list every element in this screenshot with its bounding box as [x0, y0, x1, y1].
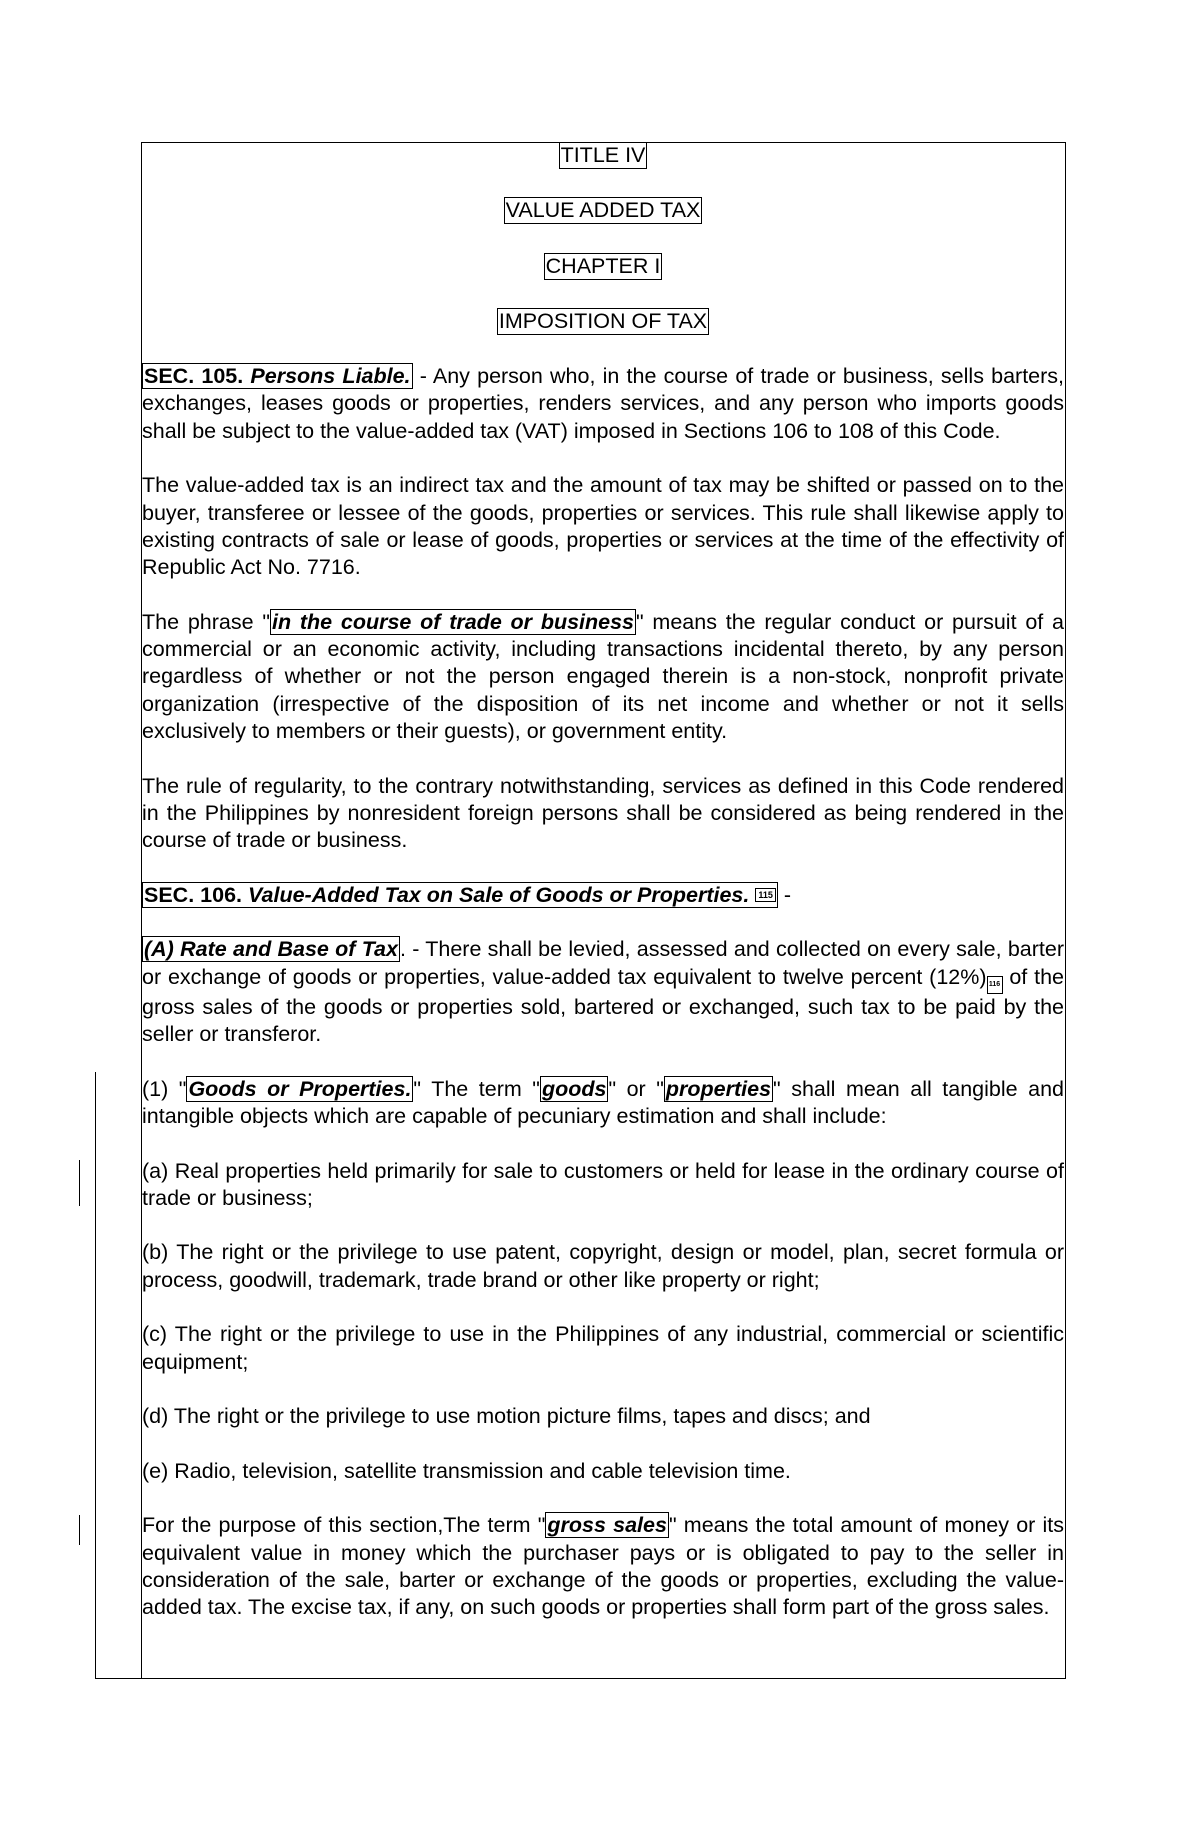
gross-sales-definition: For the purpose of this section,The term "gross sales" means the total amount of money or its equivalent value in money which the purchaser pays or is obligated to pay to the seller in consideration of the sale, barter or exchange of the goods or properties, excluding the value-added tax. The excise tax, if any, on such goods or properties shall form part of the gross sales. — [142, 1513, 1065, 1620]
defined-term: in the course of trade or business — [271, 609, 635, 634]
outer-bottom-rule — [95, 1678, 1066, 1679]
revision-bar — [95, 1072, 96, 1679]
document-body — [142, 142, 1064, 1649]
subsection-heading: (A) Rate and Base of Tax — [144, 937, 398, 962]
goods-definition: (1) "Goods or Properties." The term "goods" or "properties" shall mean all tangible and intangible objects which are capable of pecuniary estimation and shall include: — [142, 1076, 1065, 1128]
footnote-ref[interactable]: 116 — [987, 976, 1003, 994]
sec106-heading-box: SEC. 106. Value-Added Tax on Sale of Goods or Properties. 115 — [142, 882, 778, 908]
footnote-ref[interactable]: 115 — [755, 888, 776, 902]
defined-term: goods — [541, 1076, 607, 1101]
sec106-heading: SEC. 106. Value-Added Tax on Sale of Goods or Properties. 115 - — [144, 882, 791, 907]
subject-heading: VALUE ADDED TAX — [505, 198, 701, 223]
defined-term: properties — [665, 1076, 772, 1101]
defined-term: gross sales — [547, 1513, 667, 1538]
sec106-a-paragraph: (A) Rate and Base of Tax. - There shall be levied, assessed and collected on every sale, barter or exchange of goods or properties, value-added tax equivalent to twelve percent (12%) 116 of the gross sales of the goods or properties sold, bartered or exchanged, such tax to be paid by the seller or transferor. — [142, 937, 1065, 1047]
list-item: (b) The right or the privilege to use patent, copyright, design or model, plan, secret formula or process, goodwill, trademark, trade brand or other like property or right; — [142, 1240, 1064, 1292]
sec105-paragraph-4: The rule of regularity, to the contrary notwithstanding, services as defined in this Code rendered in the Philippines by nonresident foreign persons shall be considered as being rendered in the course of trade or business. — [142, 773, 1064, 853]
sec105-paragraph-3: The phrase "in the course of trade or business" means the regular conduct or pursuit of a commercial or an economic activity, including transactions incidental thereto, by any person regardless of whether or not the person engaged therein is a non-stock, nonprofit private organization (irrespective of the disposition of its net income and whether or not it sells exclusively to members or their guests), or government entity. — [142, 609, 1064, 744]
revision-bar — [79, 1160, 80, 1206]
chapter-title: IMPOSITION OF TAX — [498, 308, 708, 333]
revision-bar — [79, 1515, 80, 1545]
list-item: (d) The right or the privilege to use motion picture films, tapes and discs; and — [142, 1404, 871, 1429]
sec105-heading-box: SEC. 105. Persons Liable. — [144, 364, 411, 389]
title-heading: TITLE IV — [560, 143, 646, 167]
list-item: (e) Radio, television, satellite transmission and cable television time. — [142, 1458, 791, 1483]
list-item: (a) Real properties held primarily for sale to customers or held for lease in the ordinary course of trade or business; — [142, 1158, 1064, 1210]
sec105-paragraph: SEC. 105. Persons Liable. - Any person who, in the course of trade or business, sells barters, exchanges, leases goods or properties, renders services, and any person who imports goods shall be subject to the value-added tax (VAT) imposed in Sections 106 to 108 of this Code. — [142, 364, 1065, 443]
chapter-heading: CHAPTER I — [545, 253, 661, 278]
defined-term: Goods or Properties. — [188, 1076, 412, 1101]
sec105-paragraph-2: The value-added tax is an indirect tax and the amount of tax may be shifted or passed on to the buyer, transferee or lessee of the goods, properties or services. This rule shall likewise apply to existing contracts of sale or lease of goods, properties or services at the time of the effectivity of Republic Act No. 7716. — [142, 473, 1064, 580]
list-item: (c) The right or the privilege to use in the Philippines of any industrial, commercial or scientific equipment; — [142, 1322, 1064, 1374]
